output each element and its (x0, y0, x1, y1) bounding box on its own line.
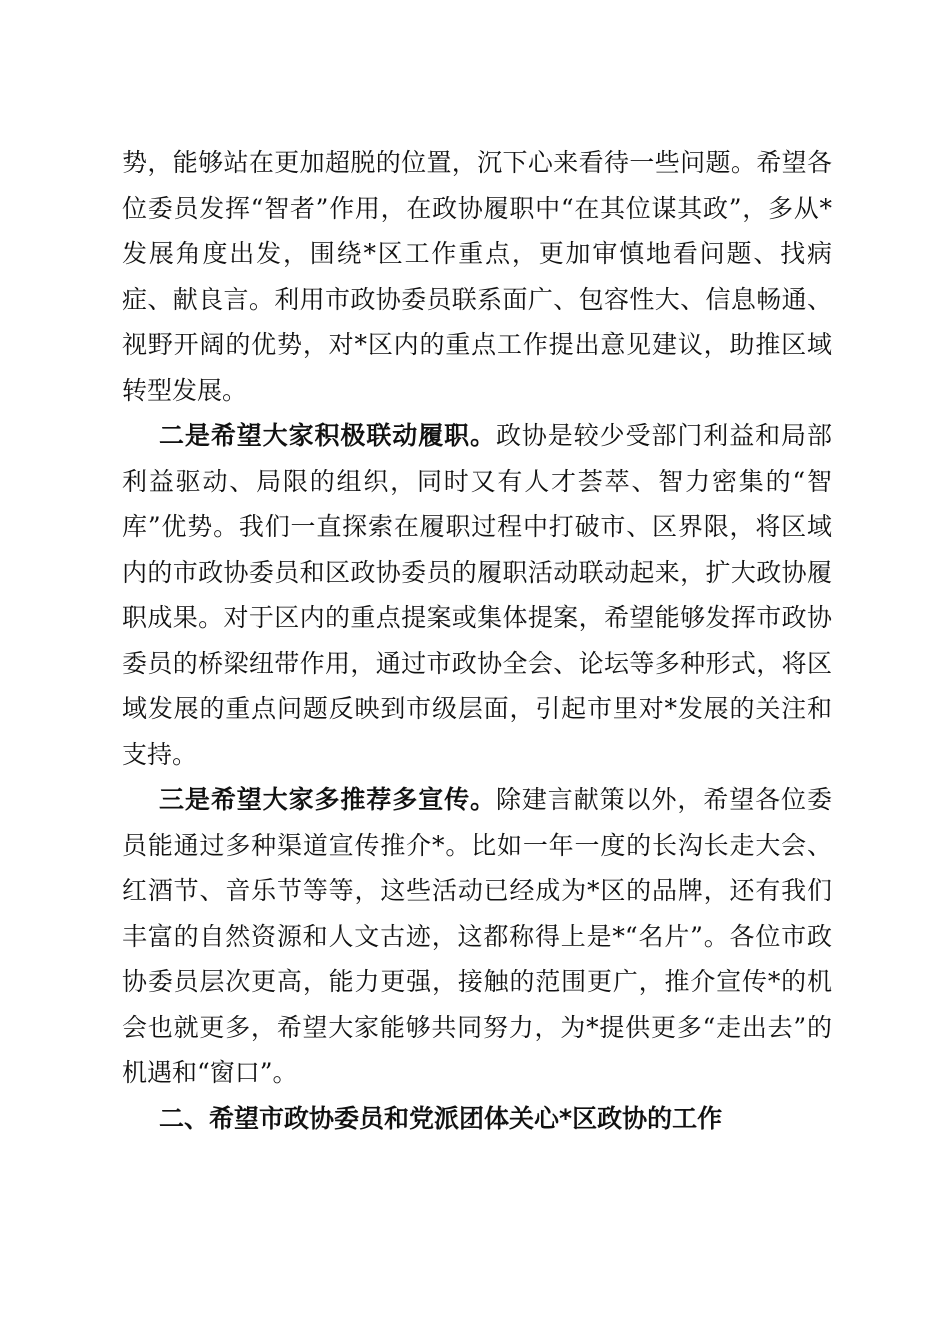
paragraph-lead-linked-duties: 二是希望大家积极联动履职。 (159, 421, 496, 450)
paragraph-linked-duties (122, 413, 832, 777)
paragraph-body-promotion: 除建言献策以外，希望各位委员能通过多种渠道宣传推介*。比如一年一度的长沟长走大会、红酒节、音乐节等等，这些活动已经成为*区的品牌，还有我们丰富的自然资源和人文古迹，这都称得上是*“名片”。各位市政协委员层次更高，能力更强，接触的范围更广，推介宣传*的机会也就更多，希望大家能够共同努力，为*提供更多“走出去”的机遇和“窗口”。 (122, 785, 832, 1087)
document-body (122, 140, 832, 1141)
section-heading: 二、希望市政协委员和党派团体关心*区政协的工作 (159, 1103, 723, 1133)
paragraph-lead-promotion: 三是希望大家多推荐多宣传。 (159, 785, 496, 814)
paragraph-body-linked-duties: 政协是较少受部门利益和局部利益驱动、局限的组织，同时又有人才荟萃、智力密集的“智库”优势。我们一直探索在履职过程中打破市、区界限，将区域内的市政协委员和区政协委员的履职活动联动起来，扩大政协履职成果。对于区内的重点提案或集体提案，希望能够发挥市政协委员的桥梁纽带作用，通过市政协全会、论坛等多种形式，将区域发展的重点问题反映到市级层面，引起市里对*发展的关注和支持。 (122, 421, 832, 769)
paragraph-promotion (122, 777, 832, 1096)
paragraph-continuation: 势，能够站在更加超脱的位置，沉下心来看待一些问题。希望各位委员发挥“智者”作用，在政协履职中“在其位谋其政”，多从*发展角度出发，围绕*区工作重点，更加审慎地看问题、找病症、献良言。利用市政协委员联系面广、包容性大、信息畅通、视野开阔的优势，对*区内的重点工作提出意见建议，助推区域转型发展。 (122, 148, 832, 405)
